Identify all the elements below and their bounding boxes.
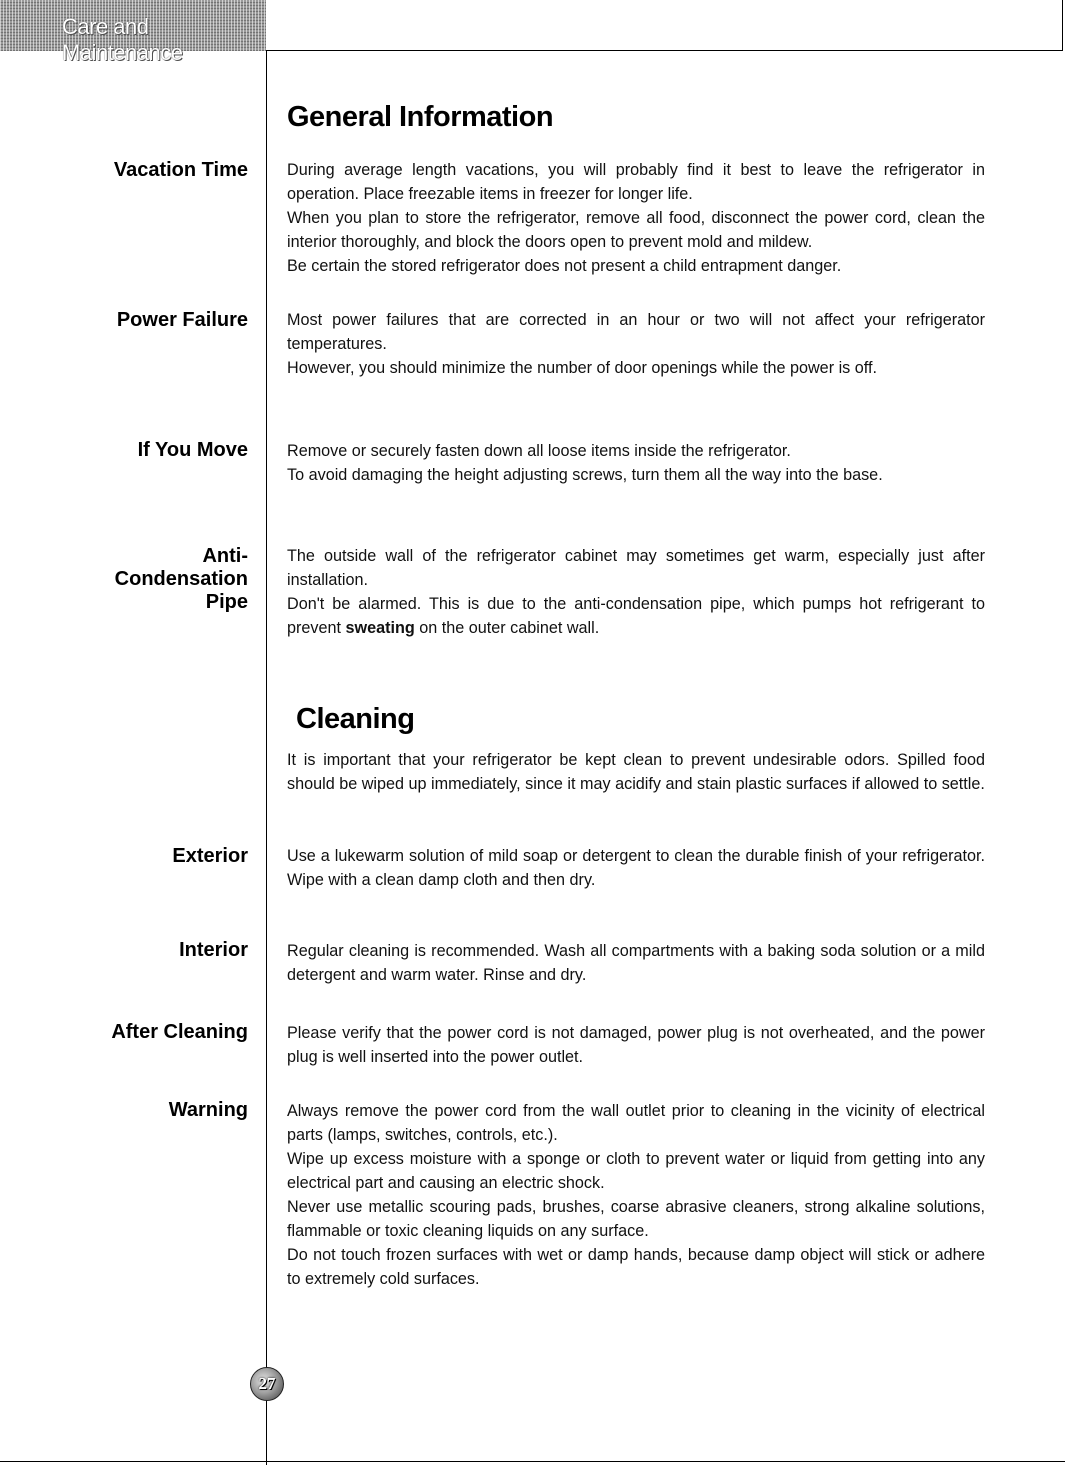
- right-edge-rule: [1062, 0, 1063, 51]
- power-failure-paragraph-2: However, you should minimize the number of door openings while the power is off.: [287, 359, 877, 377]
- section-header-title: Care and Maintenance: [62, 14, 183, 65]
- cleaning-intro-text: [287, 748, 985, 796]
- section-header-tab: [0, 0, 266, 65]
- warning-text: [287, 1099, 985, 1291]
- exterior-label: Exterior: [172, 845, 248, 867]
- anti-condensation-pipe-label: [8, 545, 248, 614]
- warning-paragraph-3: Never use metallic scouring pads, brushes, coarse abrasive cleaners, strong alkaline solutions, flammable or toxic cleaning liquids on any surface.: [287, 1198, 985, 1240]
- interior-label: Interior: [179, 939, 248, 961]
- if-you-move-text: [287, 439, 985, 487]
- exterior-text: [287, 844, 985, 892]
- anti-condensation-paragraph-2: [287, 592, 985, 640]
- anti-condensation-text-before: Don't be alarmed. This is due to the anti-condensation pipe, which pumps hot refrigerant to prevent: [287, 595, 985, 637]
- warning-label: Warning: [168, 1099, 248, 1121]
- vacation-paragraph-3: Be certain the stored refrigerator does not present a child entrapment danger.: [287, 257, 842, 275]
- cleaning-heading: Cleaning: [296, 703, 415, 735]
- vacation-time-text: [287, 158, 985, 278]
- warning-paragraph-4: Do not touch frozen surfaces with wet or damp hands, because damp object will stick or adhere to extremely cold surfaces.: [287, 1246, 985, 1288]
- after-cleaning-paragraph-1: Please verify that the power cord is not damaged, power plug is not overheated, and the power plug is well inserted into the power outlet.: [287, 1024, 985, 1066]
- page-number: 27: [258, 1374, 276, 1393]
- column-divider: [266, 51, 267, 1465]
- page-number-badge: [250, 1367, 284, 1401]
- warning-paragraph-2: Wipe up excess moisture with a sponge or cloth to prevent water or liquid from getting into any electrical part and causing an electric shock.: [287, 1150, 985, 1192]
- vacation-time-label: Vacation Time: [113, 159, 248, 181]
- anti-condensation-label-line-1: Anti-: [202, 545, 248, 567]
- top-rule: [266, 50, 1062, 51]
- move-paragraph-1: Remove or securely fasten down all loose items inside the refrigerator.: [287, 442, 791, 460]
- interior-text: [287, 939, 985, 987]
- if-you-move-label: If You Move: [137, 439, 248, 461]
- anti-condensation-label-line-3: Pipe: [205, 591, 248, 613]
- anti-condensation-text: [287, 544, 985, 640]
- after-cleaning-label: After Cleaning: [111, 1021, 248, 1043]
- interior-paragraph-1: Regular cleaning is recommended. Wash all compartments with a baking soda solution or a mild detergent and warm water. Rinse and dry.: [287, 942, 985, 984]
- anti-condensation-text-after: on the outer cabinet wall.: [414, 619, 600, 637]
- after-cleaning-text: [287, 1021, 985, 1069]
- vacation-paragraph-2: When you plan to store the refrigerator, remove all food, disconnect the power cord, clean the interior thoroughly, and block the doors open to prevent mold and mildew.: [287, 209, 985, 251]
- sweating-emphasis: sweating: [345, 619, 415, 637]
- warning-paragraph-1: Always remove the power cord from the wall outlet prior to cleaning in the vicinity of electrical parts (lamps, switches, controls, etc.).: [287, 1102, 985, 1144]
- cleaning-intro-paragraph: It is important that your refrigerator be kept clean to prevent undesirable odors. Spilled food should be wiped up immediately, since it may acidify and stain plastic surfaces if allowed to settle.: [287, 751, 985, 793]
- anti-condensation-paragraph-1: The outside wall of the refrigerator cabinet may sometimes get warm, especially just after installation.: [287, 547, 985, 589]
- bottom-rule: [0, 1461, 1065, 1462]
- exterior-paragraph-1: Use a lukewarm solution of mild soap or detergent to clean the durable finish of your refrigerator. Wipe with a clean damp cloth and then dry.: [287, 847, 985, 889]
- power-failure-paragraph-1: Most power failures that are corrected in an hour or two will not affect your refrigerator temperatures.: [287, 311, 985, 353]
- vacation-paragraph-1: During average length vacations, you will probably find it best to leave the refrigerator in operation. Place freezable items in freezer for longer life.: [287, 161, 985, 203]
- power-failure-text: [287, 308, 985, 380]
- move-paragraph-2: To avoid damaging the height adjusting screws, turn them all the way into the base.: [287, 466, 883, 484]
- anti-condensation-label-line-2: Condensation: [114, 568, 248, 590]
- power-failure-label: Power Failure: [116, 309, 248, 331]
- general-information-heading: General Information: [287, 101, 554, 133]
